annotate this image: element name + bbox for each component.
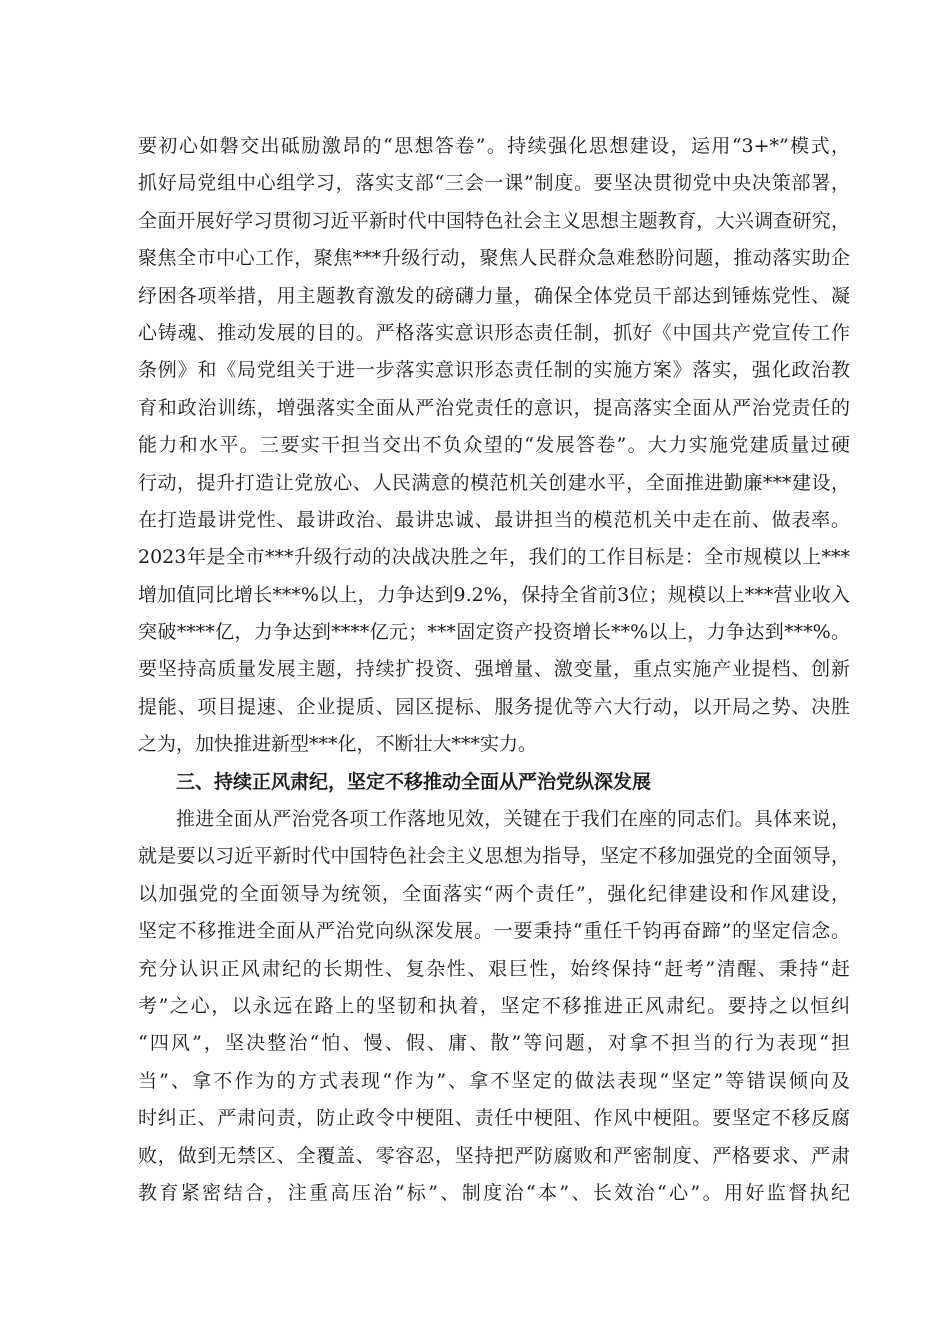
paragraph-line: 行动，提升打造让党放心、人民满意的模范机关创建水平，全面推进勤廉***建设， bbox=[138, 471, 850, 494]
paragraph-line: 考”之心，以永远在路上的坚韧和执着，坚定不移推进正风肃纪。要持之以恒纠 bbox=[138, 994, 850, 1017]
paragraph-line: 坚定不移推进全面从严治党向纵深发展。一要秉持“重任千钧再奋蹄”的坚定信念。 bbox=[138, 920, 850, 943]
paragraph-line: 教育紧密结合，注重高压治“标”、制度治“本”、长效治“心”。用好监督执纪 bbox=[138, 1181, 850, 1204]
paragraph-line: 推进全面从严治党各项工作落地见效，关键在于我们在座的同志们。具体来说， bbox=[176, 808, 850, 831]
paragraph-line: 抓好局党组中心组学习，落实支部“三会一课”制度。要坚决贯彻党中央决策部署， bbox=[138, 172, 850, 195]
paragraph-line: 育和政治训练，增强落实全面从严治党责任的意识，提高落实全面从严治党责任的 bbox=[138, 396, 850, 419]
paragraph-line: 充分认识正风肃纪的长期性、复杂性、艰巨性，始终保持“赶考”清醒、秉持“赶 bbox=[138, 957, 850, 980]
paragraph-line: 败，做到无禁区、全覆盖、零容忍，坚持把严防腐败和严密制度、严格要求、严肃 bbox=[138, 1144, 850, 1167]
paragraph-line: 纾困各项举措，用主题教育激发的磅礴力量，确保全体党员干部达到锤炼党性、凝 bbox=[138, 284, 850, 307]
section-heading: 三、持续正风肃纪，坚定不移推动全面从严治党纵深发展 bbox=[176, 770, 652, 793]
paragraph-line: 全面开展好学习贯彻习近平新时代中国特色社会主义思想主题教育，大兴调查研究， bbox=[138, 209, 850, 232]
paragraph-line: 要坚持高质量发展主题，持续扩投资、强增量、激变量，重点实施产业提档、创新 bbox=[138, 658, 850, 681]
paragraph-line: 以加强党的全面领导为统领，全面落实“两个责任”，强化纪律建设和作风建设， bbox=[138, 882, 850, 905]
paragraph-line: 聚焦全市中心工作，聚焦***升级行动，聚焦人民群众急难愁盼问题，推动落实助企 bbox=[138, 247, 850, 270]
paragraph-line: 能力和水平。三要实干担当交出不负众望的“发展答卷”。大力实施党建质量过硬 bbox=[138, 434, 850, 457]
paragraph-line: 心铸魂、推动发展的目的。严格落实意识形态责任制，抓好《中国共产党宣传工作 bbox=[138, 321, 850, 344]
paragraph-line: 在打造最讲党性、最讲政治、最讲忠诚、最讲担当的模范机关中走在前、做表率。 bbox=[138, 508, 850, 531]
paragraph-line: 2023年是全市***升级行动的决战决胜之年，我们的工作目标是：全市规模以上*** bbox=[138, 546, 850, 569]
paragraph-line: 当”、拿不作为的方式表现“作为”、拿不坚定的做法表现“坚定”等错误倾向及 bbox=[138, 1069, 850, 1092]
document-body bbox=[138, 128, 850, 1212]
paragraph-line: 突破****亿，力争达到****亿元；***固定资产投资增长**%以上，力争达到***%。 bbox=[138, 621, 850, 644]
paragraph-line: 增加值同比增长***%以上，力争达到9.2%，保持全省前3位；规模以上***营业收入 bbox=[138, 583, 850, 606]
paragraph-line: “四风”，坚决整治“怕、慢、假、庸、散”等问题，对拿不担当的行为表现“担 bbox=[138, 1032, 850, 1055]
paragraph-line: 条例》和《局党组关于进一步落实意识形态责任制的实施方案》落实，强化政治教 bbox=[138, 359, 850, 382]
paragraph-line: 时纠正、严肃问责，防止政令中梗阻、责任中梗阻、作风中梗阻。要坚定不移反腐 bbox=[138, 1107, 850, 1130]
paragraph-line: 要初心如磐交出砥励激昂的“思想答卷”。持续强化思想建设，运用“3+*”模式， bbox=[138, 135, 850, 157]
paragraph-line: 就是要以习近平新时代中国特色社会主义思想为指导，坚定不移加强党的全面领导， bbox=[138, 845, 850, 868]
paragraph-line: 提能、项目提速、企业提质、园区提标、服务提优等六大行动，以开局之势、决胜 bbox=[138, 695, 850, 718]
paragraph-line: 之为，加快推进新型***化，不断壮大***实力。 bbox=[138, 733, 538, 756]
